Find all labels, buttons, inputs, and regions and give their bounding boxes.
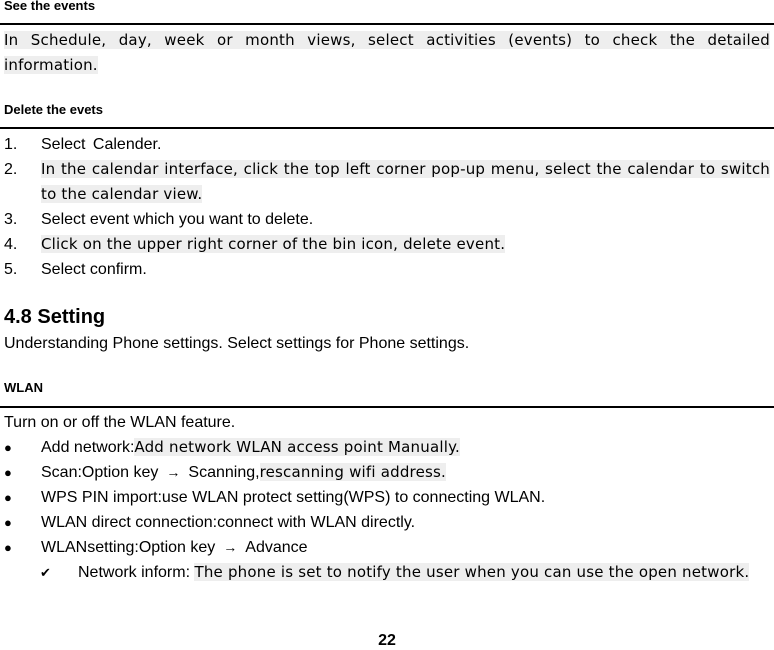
wlan-options-list [0, 435, 774, 585]
bullet-icon: ● [4, 540, 12, 555]
bullet-icon: ● [4, 490, 12, 505]
list-item [0, 132, 774, 157]
list-item [0, 560, 774, 585]
step-highlight: Click on the upper right corner of the bin icon, delete event. [41, 235, 506, 253]
heading-rule [0, 127, 774, 129]
step-text [41, 232, 770, 257]
wlan-intro: Turn on or off the WLAN feature. [4, 414, 236, 431]
arrow-right-icon: → [166, 464, 181, 480]
step-number: 5. [4, 261, 18, 278]
list-item [0, 435, 774, 460]
item-text [41, 435, 770, 460]
wlan-heading: WLAN [4, 380, 43, 395]
item-after: Advance [245, 539, 308, 556]
delete-events-heading: Delete the evets [4, 102, 103, 117]
step-number: 2. [4, 161, 18, 178]
see-events-highlight: In Schedule, day, week or month views, select activities (events) to check the detailed information. [4, 31, 770, 74]
bullet-icon: ● [4, 440, 12, 455]
list-item [0, 157, 774, 207]
list-item [0, 510, 774, 535]
list-item [0, 257, 774, 282]
checkmark-icon: ✔ [40, 565, 51, 580]
bullet-icon: ● [4, 515, 12, 530]
item-label: Scan:Option key [41, 464, 159, 481]
heading-rule [0, 23, 774, 25]
item-detail: Add network WLAN access point Manually. [134, 438, 460, 456]
item-label: Add network: [41, 439, 135, 456]
section-title: 4.8 Setting [4, 306, 106, 328]
subitem-text [78, 560, 770, 585]
item-after: Scanning, [188, 464, 260, 481]
item-label: WLAN direct connection:connect with WLAN directly. [41, 514, 416, 531]
bullet-icon: ● [4, 465, 12, 480]
subitem-label: Network inform: [78, 564, 191, 581]
step-text: Select event which you want to delete. [41, 211, 314, 228]
step-highlight: In the calendar interface, click the top left corner pop-up menu, select the calendar to switch to the calendar view. [41, 160, 770, 203]
step-text: Select confirm. [41, 261, 147, 278]
step-number: 1. [4, 136, 18, 153]
setting-intro: Understanding Phone settings. Select settings for Phone settings. [4, 335, 470, 352]
item-text [41, 535, 770, 560]
item-detail: rescanning wifi address. [259, 463, 447, 481]
item-text [41, 460, 770, 485]
list-item [0, 535, 774, 560]
item-label: WPS PIN import:use WLAN protect setting(WPS) to connecting WLAN. [41, 489, 546, 506]
step-text [41, 157, 770, 207]
see-events-text [4, 28, 770, 78]
subitem-detail: The phone is set to notify the user when you can use the open network. [194, 563, 750, 581]
list-item [0, 207, 774, 232]
step-number: 3. [4, 211, 18, 228]
list-item [0, 232, 774, 257]
list-item [0, 485, 774, 510]
page-number: 22 [378, 632, 396, 649]
delete-steps-list [0, 132, 774, 282]
heading-rule [0, 406, 774, 408]
arrow-right-icon: → [223, 539, 238, 555]
step-text: Select Calender. [41, 136, 162, 153]
list-item [0, 460, 774, 485]
item-label: WLANsetting:Option key [41, 539, 216, 556]
step-number: 4. [4, 236, 18, 253]
see-events-heading: See the events [4, 0, 96, 13]
